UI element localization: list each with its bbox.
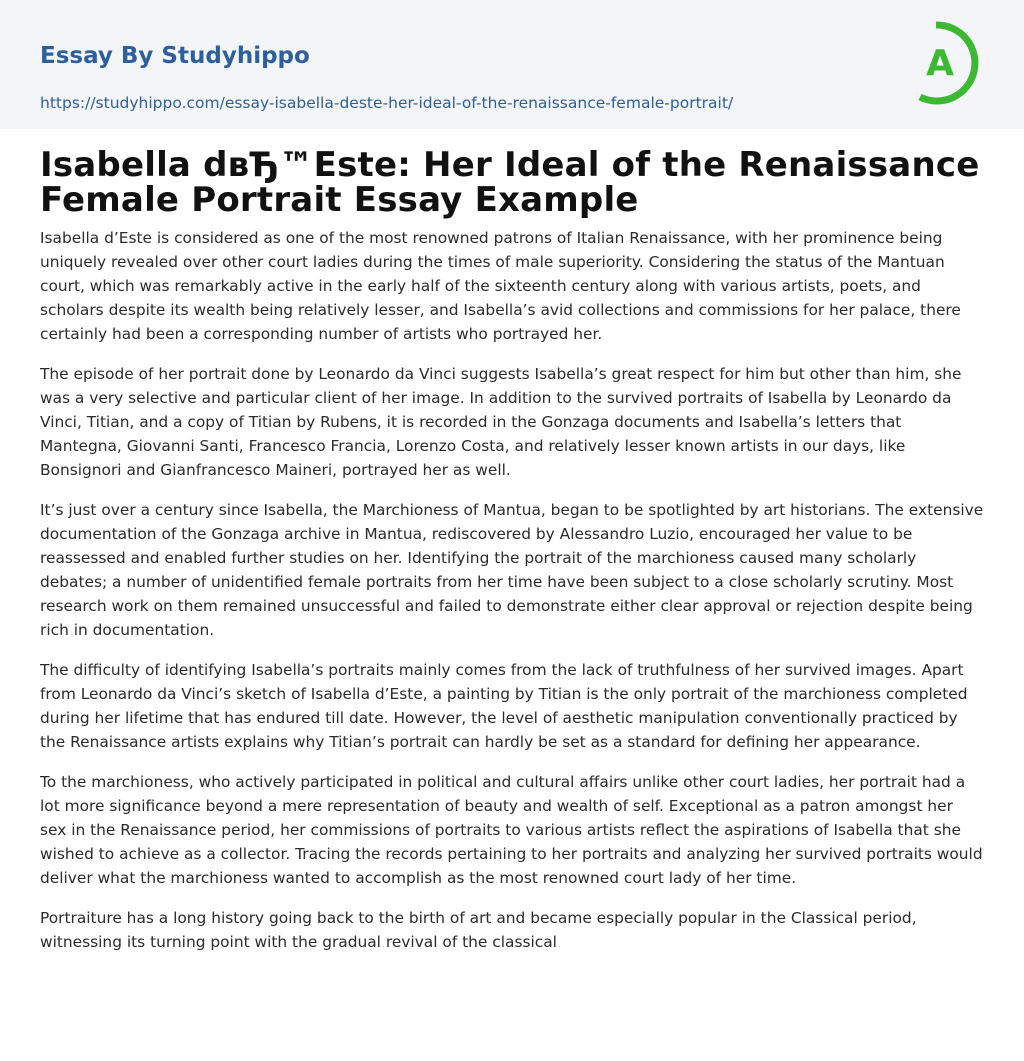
- essay-body: [40, 226, 984, 954]
- essay-paragraph: Isabella d’Este is considered as one of the most renowned patrons of Italian Renaissance, with her prominence being uniquely revealed over other court ladies during the times of male superiority. Considering the status of the Mantuan court, which was remarkably active in the early half of the sixteenth century along with various artists, poets, and scholars despite its wealth being relatively lesser, and Isabella’s avid collections and commissions for her palace, there certainly had been a corresponding number of artists who portrayed her.: [40, 229, 961, 343]
- essay-paragraph: The episode of her portrait done by Leonardo da Vinci suggests Isabella’s great respect for him but other than him, she was a very selective and particular client of her image. In addition to the survived portraits of Isabella by Leonardo da Vinci, Titian, and a copy of Titian by Rubens, it is recorded in the Gonzaga documents and Isabella’s letters that Mantegna, Giovanni Santi, Francesco Francia, Lorenzo Costa, and relatively lesser known artists in our days, like Bonsignori and Gianfrancesco Maineri, portrayed her as well.: [40, 365, 962, 479]
- site-header: [0, 0, 1024, 129]
- essay-paragraph: To the marchioness, who actively participated in political and cultural affairs unlike other court ladies, her portrait had a lot more significance beyond a mere representation of beauty and wealth of self. Exceptional as a patron amongst her sex in the Renaissance period, her commissions of portraits to various artists reflect the aspirations of Isabella that she wished to achieve as a collector. Tracing the records pertaining to her portraits and analyzing her survived portraits would deliver what the marchioness wanted to accomplish as the most renowned court lady of her time.: [40, 773, 983, 887]
- essay-title: Isabella dвЂ™Este: Her Ideal of the Renaissance Female Portrait Essay Example: [40, 145, 980, 220]
- essay-paragraph: The difficulty of identifying Isabella’s portraits mainly comes from the lack of truthfulness of her survived images. Apart from Leonardo da Vinci’s sketch of Isabella d’Este, a painting by Titian is the only portrait of the marchioness completed during her lifetime that has endured till date. However, the level of aesthetic manipulation conventionally practiced by the Renaissance artists explains why Titian’s portrait can hardly be set as a standard for defining her appearance.: [40, 661, 968, 751]
- site-title[interactable]: Essay By Studyhippo: [40, 43, 310, 69]
- essay-paragraph: It’s just over a century since Isabella, the Marchioness of Mantua, began to be spotlighted by art historians. The extensive documentation of the Gonzaga archive in Mantua, rediscovered by Alessandro Luzio, encouraged her value to be reassessed and enabled further studies on her. Identifying the portrait of the marchioness caused many scholarly debates; a number of unidentified female portraits from her time have been subject to a close scholarly scrutiny. Most research work on them remained unsuccessful and failed to demonstrate either clear approval or rejection despite being rich in documentation.: [40, 501, 984, 639]
- logo-letter: A: [926, 43, 954, 84]
- essay-url-link[interactable]: https://studyhippo.com/essay-isabella-deste-her-ideal-of-the-renaissance-female-portrait/: [40, 94, 734, 112]
- essay-content: [0, 145, 1024, 954]
- essay-paragraph: Portraiture has a long history going back to the birth of art and became especially popular in the Classical period, witnessing its turning point with the gradual revival of the classical: [40, 909, 917, 951]
- studyhippo-logo-icon[interactable]: [912, 19, 986, 105]
